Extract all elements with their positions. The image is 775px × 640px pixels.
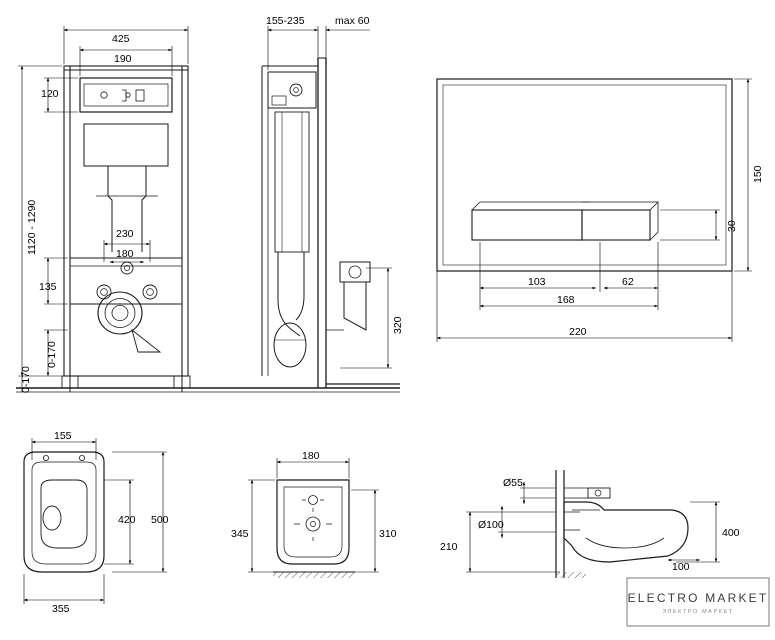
dim-max-offset: max 60 [335,15,370,27]
dim-bowl-width: 180 [302,450,320,462]
dim-rear-depth: 100 [672,561,690,573]
frame-front-view [16,66,400,392]
dim-plate-height: 150 [752,165,764,183]
dim-frame-depth-range: 155-235 [266,15,305,27]
dim-seat-inner-width: 155 [54,430,72,442]
dim-flush-connector: Ø55 [503,477,523,489]
dim-outlet-height: 320 [392,316,404,334]
dim-plate-button-left: 103 [528,276,546,288]
dim-foot-adjust-repeat: 0-170 [20,366,32,393]
dim-bolt-spacing-outer: 230 [116,228,134,240]
dim-frame-top-height: 120 [41,88,59,100]
dim-bowl-projection: 400 [722,527,740,539]
dim-plate-width: 220 [569,326,587,338]
bowl-front-view [273,480,355,578]
watermark-brand: ELECTRO MARKET [627,591,769,605]
dim-seat-inner-length: 420 [118,514,136,526]
dim-plate-button-height: 30 [726,220,738,232]
dim-bolt-spacing-inner: 180 [116,248,134,260]
dim-plate-button-right: 62 [622,276,634,288]
dim-foot-adjust: 0-170 [46,341,58,368]
dim-frame-lower-height: 135 [39,281,57,293]
watermark [627,578,769,626]
dim-frame-width-inner: 190 [114,53,132,65]
dim-floor-height: 210 [440,541,458,553]
dim-seat-total-width: 355 [52,603,70,615]
dim-bowl-height-inner: 345 [231,528,249,540]
watermark-tagline: ЭЛЕКТРО МАРКЕТ [662,609,734,615]
dim-frame-width-total: 425 [112,33,130,45]
frame-side-view [262,58,400,388]
flush-plate-view [437,79,732,271]
seat-top-view [24,452,104,572]
dim-bowl-height-outer: 310 [379,528,397,540]
dim-plate-button-span: 168 [557,294,575,306]
dim-outlet-diameter: Ø100 [478,519,504,531]
bowl-side-view [556,470,688,578]
dim-frame-height-range: 1120 - 1290 [26,199,38,255]
dim-seat-total-length: 500 [151,514,169,526]
